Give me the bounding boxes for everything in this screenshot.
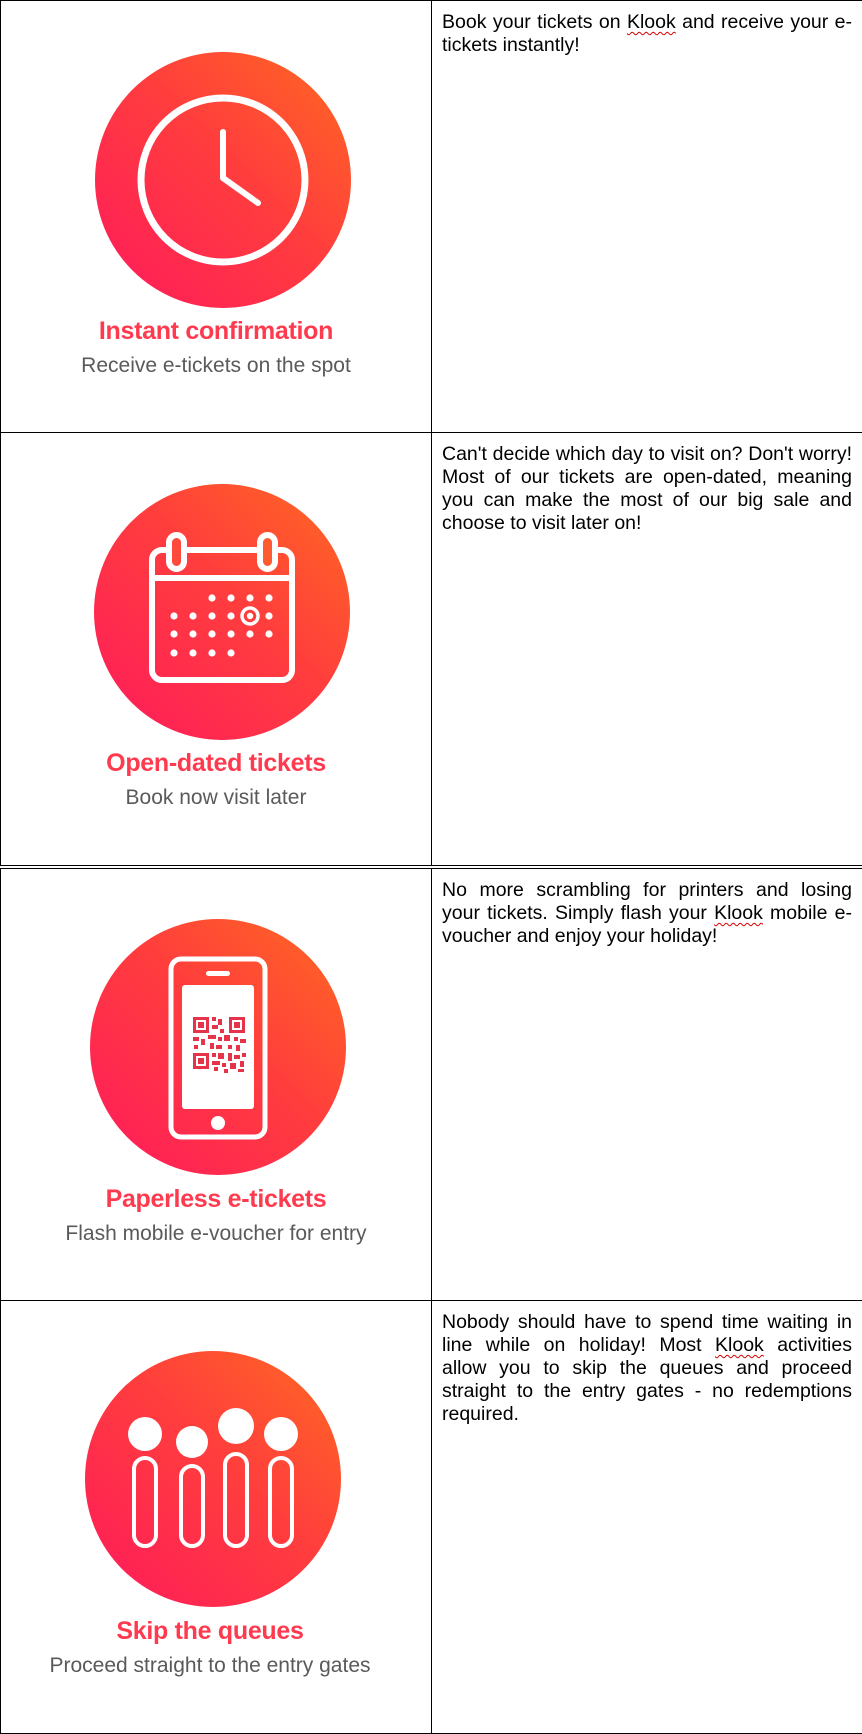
feature-description: Book your tickets on Klook and receive your e-tickets instantly! bbox=[432, 1, 862, 57]
feature-description: Nobody should have to spend time waiting in line while on holiday! Most Klook activities allow you to skip the queues and proceed straight to the entry gates - no redemptions required. bbox=[432, 1301, 862, 1426]
feature-subtitle: Proceed straight to the entry gates bbox=[0, 1654, 431, 1678]
feature-subtitle: Receive e-tickets on the spot bbox=[1, 354, 431, 378]
feature-description: No more scrambling for printers and losing your tickets. Simply flash your Klook mobile e-voucher and enjoy your holiday! bbox=[432, 869, 862, 948]
clock-icon bbox=[95, 52, 351, 308]
spellcheck-word: Klook bbox=[714, 902, 763, 924]
spellcheck-word: Klook bbox=[715, 1334, 764, 1356]
feature-title: Paperless e-tickets bbox=[1, 1185, 431, 1214]
feature-title: Skip the queues bbox=[0, 1617, 431, 1646]
features-table-1 bbox=[0, 0, 862, 866]
feature-subtitle: Book now visit later bbox=[1, 786, 431, 810]
feature-cell-paperless bbox=[1, 869, 432, 1301]
feature-subtitle: Flash mobile e-voucher for entry bbox=[1, 1222, 431, 1246]
feature-cell-open-dated bbox=[1, 433, 432, 866]
description-cell bbox=[432, 1301, 862, 1734]
people-queue-icon bbox=[85, 1351, 341, 1607]
description-cell bbox=[432, 869, 862, 1301]
feature-title: Instant confirmation bbox=[1, 317, 431, 346]
calendar-icon bbox=[94, 484, 350, 740]
feature-cell-skip-queues bbox=[1, 1301, 432, 1734]
features-table-2 bbox=[0, 868, 862, 1734]
spellcheck-word: Klook bbox=[627, 11, 676, 33]
feature-cell-instant-confirmation bbox=[1, 1, 432, 433]
description-cell bbox=[432, 433, 862, 866]
description-cell bbox=[432, 1, 862, 433]
feature-description: Can't decide which day to visit on? Don't worry! Most of our tickets are open-dated, meaning you can make the most of our big sale and choose to visit later on! bbox=[432, 433, 862, 535]
feature-title: Open-dated tickets bbox=[1, 749, 431, 778]
mobile-phone-qr-icon bbox=[90, 919, 346, 1175]
